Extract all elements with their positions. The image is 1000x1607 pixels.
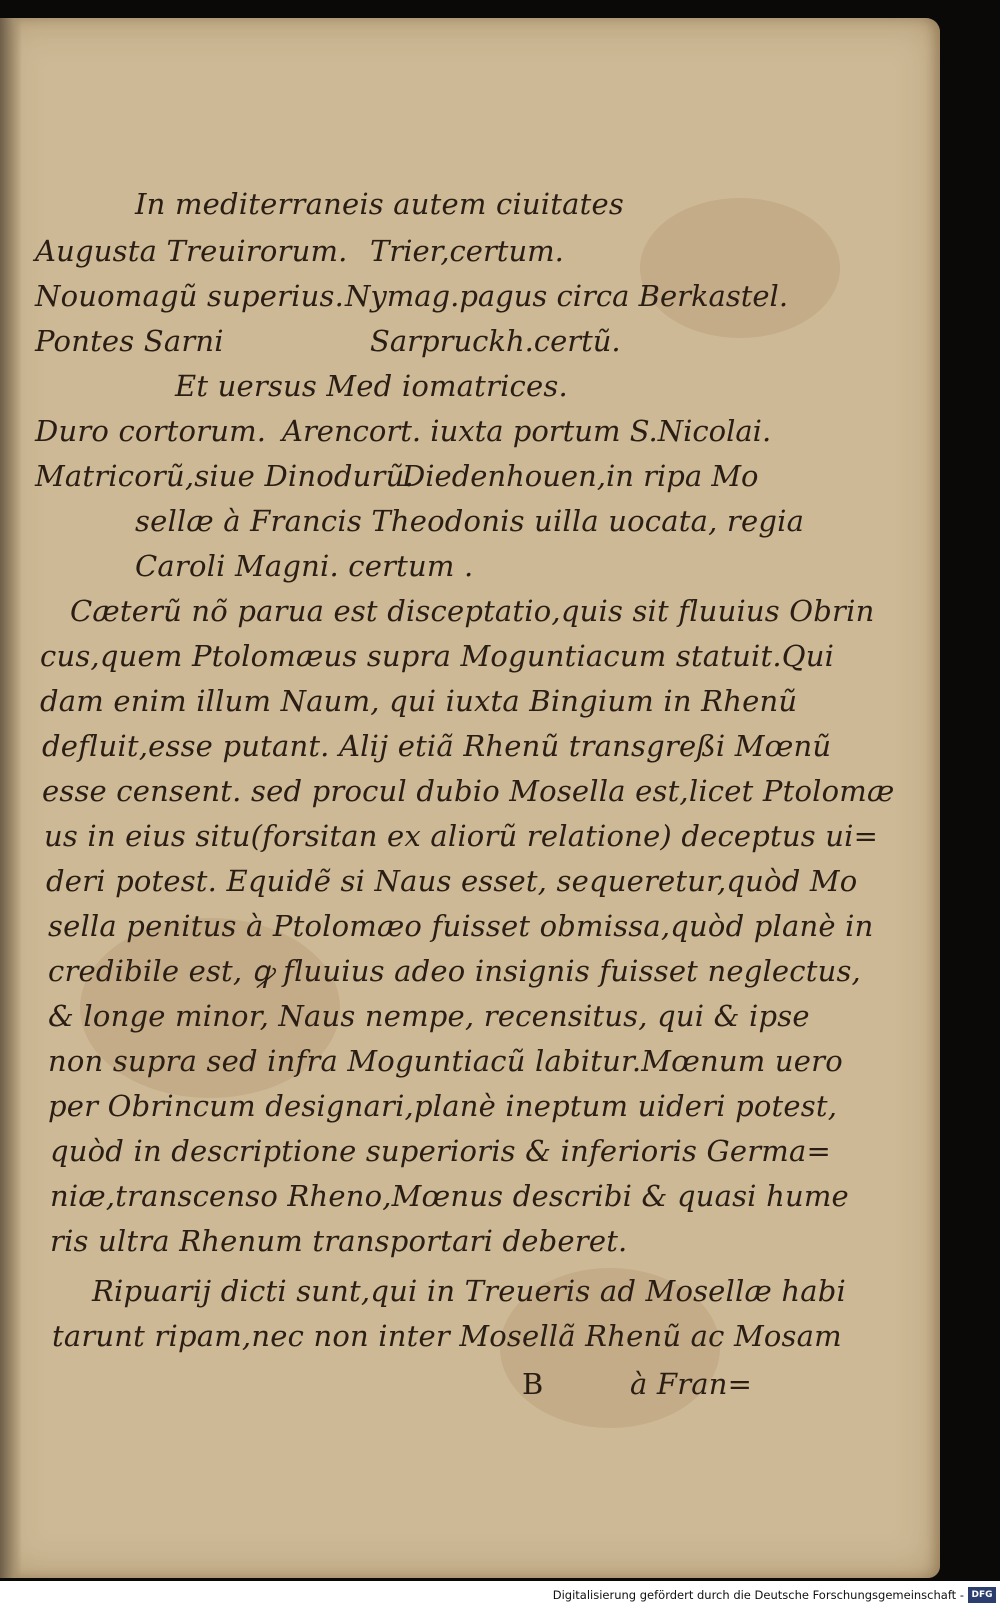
text-line: esse censent. sed procul dubio Mosella est,licet Ptolomæ	[42, 774, 895, 808]
page-text	[30, 18, 895, 1578]
text-line: deri potest. Equidẽ si Naus esset, sequeretur,quòd Mo	[46, 864, 858, 898]
text-line: sellæ à Francis Theodonis uilla uocata, regia	[135, 504, 805, 538]
dfg-logo: DFG	[968, 1587, 996, 1603]
table-left: Nouomagũ superius.	[35, 279, 345, 313]
text-line: Cæterũ nõ parua est disceptatio,quis sit fluuius Obrin	[70, 594, 875, 628]
catchword: à Fran=	[630, 1367, 753, 1401]
text-line: ris ultra Rhenum transportari deberet.	[50, 1224, 628, 1258]
table-right: Trier,certum.	[370, 234, 564, 268]
text-line: credibile est, ꝙ fluuius adeo insignis fuisset neglectus,	[48, 954, 861, 988]
footer-bar	[0, 1581, 1000, 1607]
text-line: Ripuarij dicti sunt,qui in Treueris ad Mosellæ habi	[92, 1274, 846, 1308]
table-left: Matricorũ,siue Dinodurũ.	[35, 459, 414, 493]
funding-credit: Digitalisierung gefördert durch die Deutsche Forschungsgemeinschaft -	[552, 1588, 964, 1602]
text-line: us in eius situ(forsitan ex aliorũ relatione) deceptus ui=	[44, 819, 879, 853]
text-line: Caroli Magni. certum .	[135, 549, 474, 583]
text-line: per Obrincum designari,planè ineptum uideri potest,	[48, 1089, 838, 1123]
text-line: defluit,esse putant. Alij etiã Rhenũ transgreßi Mœnũ	[42, 729, 832, 763]
text-line: dam enim illum Naum, qui iuxta Bingium in Rhenũ	[40, 684, 798, 718]
table-right: Sarpruckh.certũ.	[370, 324, 621, 358]
table-left: Duro cortorum.	[35, 414, 267, 448]
table-left: Pontes Sarni	[35, 324, 224, 358]
book-page	[0, 18, 940, 1578]
table-right: Diedenhouen,in ripa Mo	[402, 459, 759, 493]
table-right: Nymag.pagus circa Berkastel.	[345, 279, 789, 313]
page-gutter	[0, 18, 22, 1578]
text-line: non supra sed infra Moguntiacũ labitur.Mœnum uero	[48, 1044, 843, 1078]
text-line: quòd in descriptione superioris & inferioris Germa=	[50, 1134, 831, 1168]
text-line: niæ,transcenso Rheno,Mœnus describi & quasi hume	[50, 1179, 849, 1213]
text-line: sella penitus à Ptolomæo fuisset obmissa,quòd planè in	[48, 909, 874, 943]
text-line: & longe minor, Naus nempe, recensitus, qui & ipse	[48, 999, 810, 1033]
text-line: tarunt ripam,nec non inter Mosellã Rhenũ ac Mosam	[52, 1319, 842, 1353]
heading-line: In mediterraneis autem ciuitates	[135, 187, 624, 221]
table-left: Augusta Treuirorum.	[35, 234, 348, 268]
subheading-line: Et uersus Med iomatrices.	[175, 369, 568, 403]
signature-mark: B	[522, 1367, 544, 1401]
table-right: Arencort. iuxta portum S.Nicolai.	[282, 414, 772, 448]
text-line: cus,quem Ptolomæus supra Moguntiacum statuit.Qui	[40, 639, 835, 673]
